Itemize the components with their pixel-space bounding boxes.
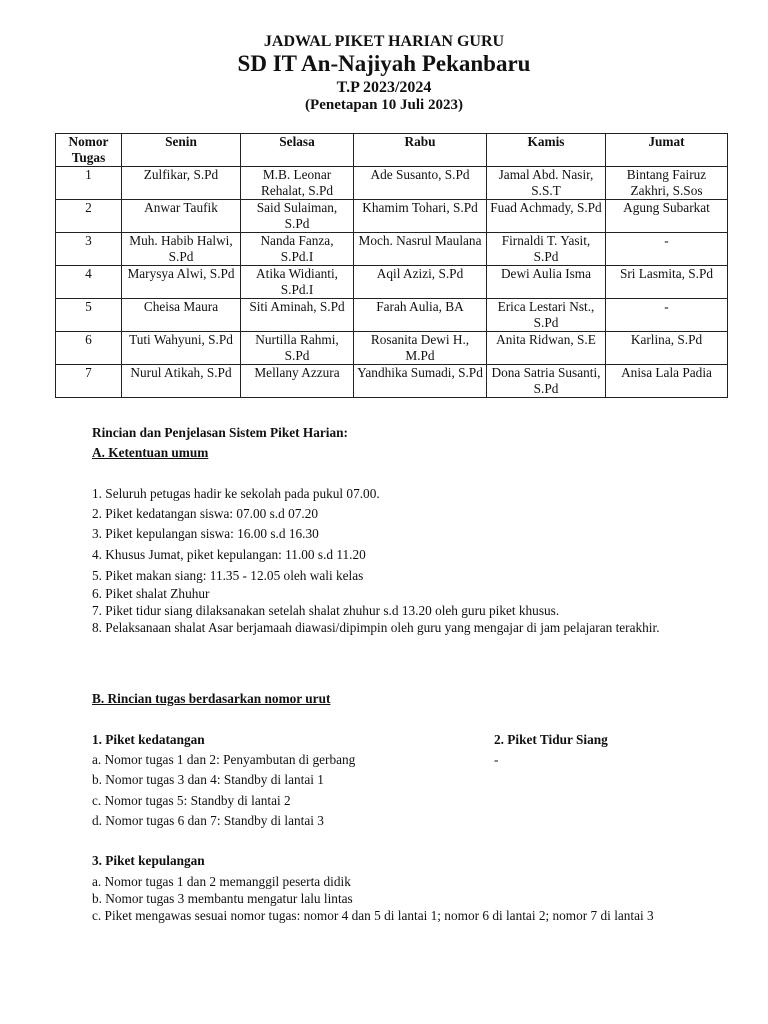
cell-monday: Cheisa Maura — [122, 299, 241, 332]
rule-item: 7. Piket tidur siang dilaksanakan setelah shalat zhuhur s.d 13.20 oleh guru piket khusus. — [92, 603, 560, 618]
table-row — [56, 167, 728, 200]
col-header-monday: Senin — [122, 134, 241, 167]
decree-date: (Penetapan 10 Juli 2023) — [305, 97, 463, 113]
b3-item: a. Nomor tugas 1 dan 2 memanggil peserta didik — [92, 874, 351, 889]
cell-wednesday: Aqil Azizi, S.Pd — [354, 266, 487, 299]
document-heading: JADWAL PIKET HARIAN GURU — [263, 33, 505, 50]
table-row — [56, 299, 728, 332]
cell-tuesday: Atika Widianti, S.Pd.I — [241, 266, 354, 299]
cell-tuesday: Nurtilla Rahmi, S.Pd — [241, 332, 354, 365]
table-row — [56, 266, 728, 299]
duty-roster-table — [55, 133, 728, 398]
col-header-friday: Jumat — [606, 134, 728, 167]
b1-item: d. Nomor tugas 6 dan 7: Standby di lantai 3 — [92, 813, 324, 828]
b3-title: 3. Piket kepulangan — [92, 853, 205, 868]
cell-friday: Bintang Fairuz Zakhri, S.Sos — [606, 167, 728, 200]
b2-title: 2. Piket Tidur Siang — [494, 732, 608, 747]
cell-wednesday: Rosanita Dewi H., M.Pd — [354, 332, 487, 365]
cell-number: 1 — [56, 167, 122, 200]
table-row — [56, 233, 728, 266]
cell-friday: - — [606, 299, 728, 332]
cell-thursday: Fuad Achmady, S.Pd — [487, 200, 606, 233]
school-name: SD IT An-Najiyah Pekanbaru — [237, 51, 531, 76]
cell-number: 4 — [56, 266, 122, 299]
section-b-title: B. Rincian tugas berdasarkan nomor urut — [92, 691, 331, 706]
cell-friday: Karlina, S.Pd — [606, 332, 728, 365]
b1-item: a. Nomor tugas 1 dan 2: Penyambutan di gerbang — [92, 752, 356, 767]
col-header-number: Nomor Tugas — [56, 134, 122, 167]
cell-wednesday: Moch. Nasrul Maulana — [354, 233, 487, 266]
cell-number: 6 — [56, 332, 122, 365]
cell-thursday: Dona Satria Susanti, S.Pd — [487, 365, 606, 398]
cell-monday: Zulfikar, S.Pd — [122, 167, 241, 200]
col-header-wednesday: Rabu — [354, 134, 487, 167]
cell-number: 3 — [56, 233, 122, 266]
cell-tuesday: Mellany Azzura — [241, 365, 354, 398]
cell-thursday: Firnaldi T. Yasit, S.Pd — [487, 233, 606, 266]
rule-item: 3. Piket kepulangan siswa: 16.00 s.d 16.30 — [92, 526, 319, 541]
table-row — [56, 365, 728, 398]
cell-monday: Nurul Atikah, S.Pd — [122, 365, 241, 398]
cell-number: 2 — [56, 200, 122, 233]
cell-wednesday: Yandhika Sumadi, S.Pd — [354, 365, 487, 398]
b1-item: c. Nomor tugas 5: Standby di lantai 2 — [92, 793, 291, 808]
rule-item: 4. Khusus Jumat, piket kepulangan: 11.00 s.d 11.20 — [92, 547, 366, 562]
rule-item: 1. Seluruh petugas hadir ke sekolah pada pukul 07.00. — [92, 486, 380, 501]
cell-monday: Muh. Habib Halwi, S.Pd — [122, 233, 241, 266]
b1-title: 1. Piket kedatangan — [92, 732, 205, 747]
cell-friday: Sri Lasmita, S.Pd — [606, 266, 728, 299]
school-year: T.P 2023/2024 — [336, 79, 432, 96]
section-a-title: A. Ketentuan umum — [92, 445, 209, 460]
b3-item: b. Nomor tugas 3 membantu mengatur lalu lintas — [92, 891, 353, 906]
rule-item: 6. Piket shalat Zhuhur — [92, 586, 210, 601]
table-header-row — [56, 134, 728, 167]
b3-item: c. Piket mengawas sesuai nomor tugas: nomor 4 dan 5 di lantai 1; nomor 6 di lantai 2; nomor 7 di lantai 3 — [92, 908, 654, 923]
cell-friday: Agung Subarkat — [606, 200, 728, 233]
cell-thursday: Erica Lestari Nst., S.Pd — [487, 299, 606, 332]
table-row — [56, 332, 728, 365]
col-header-tuesday: Selasa — [241, 134, 354, 167]
cell-number: 5 — [56, 299, 122, 332]
cell-monday: Tuti Wahyuni, S.Pd — [122, 332, 241, 365]
rule-item: 8. Pelaksanaan shalat Asar berjamaah diawasi/dipimpin oleh guru yang mengajar di jam pelajaran terakhir. — [92, 620, 660, 635]
details-intro: Rincian dan Penjelasan Sistem Piket Harian: — [92, 425, 348, 440]
b1-item: b. Nomor tugas 3 dan 4: Standby di lantai 1 — [92, 772, 324, 787]
cell-thursday: Jamal Abd. Nasir, S.S.T — [487, 167, 606, 200]
cell-monday: Marysya Alwi, S.Pd — [122, 266, 241, 299]
cell-tuesday: Nanda Fanza, S.Pd.I — [241, 233, 354, 266]
cell-wednesday: Farah Aulia, BA — [354, 299, 487, 332]
table-row — [56, 200, 728, 233]
rule-item: 2. Piket kedatangan siswa: 07.00 s.d 07.20 — [92, 506, 319, 521]
cell-wednesday: Khamim Tohari, S.Pd — [354, 200, 487, 233]
col-header-thursday: Kamis — [487, 134, 606, 167]
cell-friday: - — [606, 233, 728, 266]
cell-number: 7 — [56, 365, 122, 398]
cell-thursday: Dewi Aulia Isma — [487, 266, 606, 299]
cell-monday: Anwar Taufik — [122, 200, 241, 233]
rule-item: 5. Piket makan siang: 11.35 - 12.05 oleh wali kelas — [92, 568, 364, 583]
cell-wednesday: Ade Susanto, S.Pd — [354, 167, 487, 200]
cell-tuesday: Said Sulaiman, S.Pd — [241, 200, 354, 233]
b2-value: - — [494, 752, 499, 767]
cell-friday: Anisa Lala Padia — [606, 365, 728, 398]
cell-tuesday: M.B. Leonar Rehalat, S.Pd — [241, 167, 354, 200]
cell-thursday: Anita Ridwan, S.E — [487, 332, 606, 365]
cell-tuesday: Siti Aminah, S.Pd — [241, 299, 354, 332]
